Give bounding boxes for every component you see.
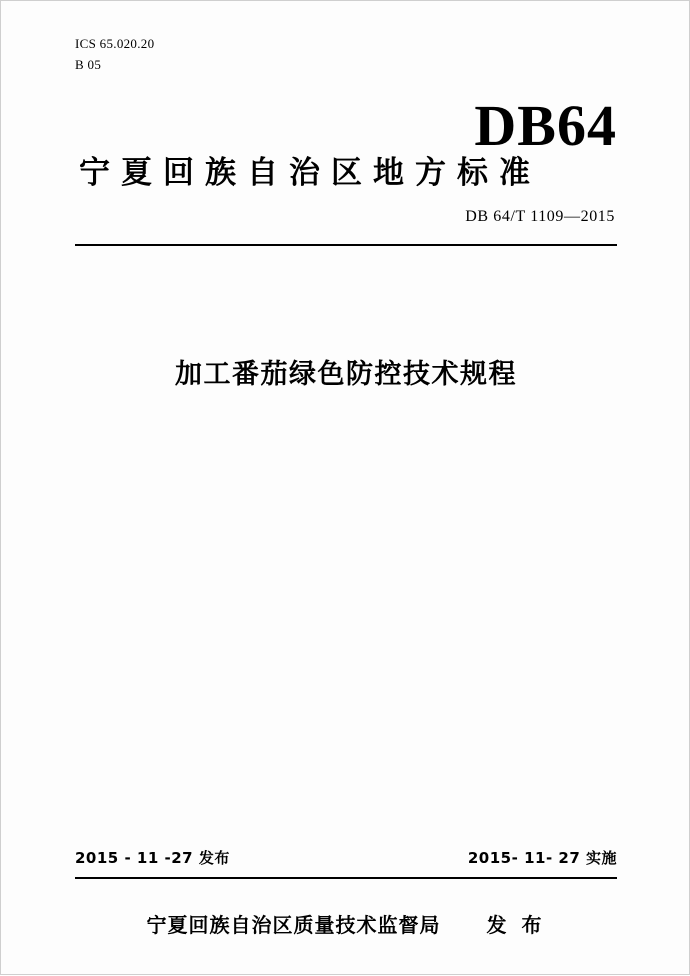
classification-code: B 05	[75, 57, 102, 72]
issuer-name: 宁夏回族自治区质量技术监督局	[146, 913, 441, 937]
ics-block	[75, 34, 154, 74]
issue-date: 2015 - 11 -27 发布	[75, 849, 230, 867]
standard-authority-title: 宁夏回族自治区地方标准	[79, 155, 541, 191]
ics-code: ICS 65.020.20	[75, 36, 155, 51]
standard-number: DB 64/T 1109—2015	[465, 208, 615, 225]
issuer-action: 发 布	[486, 913, 546, 937]
header-divider	[75, 244, 617, 246]
dates-row	[75, 847, 617, 871]
implementation-date: 2015- 11- 27 实施	[467, 849, 617, 867]
db64-logo: DB64	[474, 93, 617, 158]
page-content	[75, 1, 617, 976]
issuer-row	[75, 909, 617, 938]
page-title: 加工番茄绿色防控技术规程	[175, 359, 517, 390]
footer-divider	[75, 877, 617, 879]
